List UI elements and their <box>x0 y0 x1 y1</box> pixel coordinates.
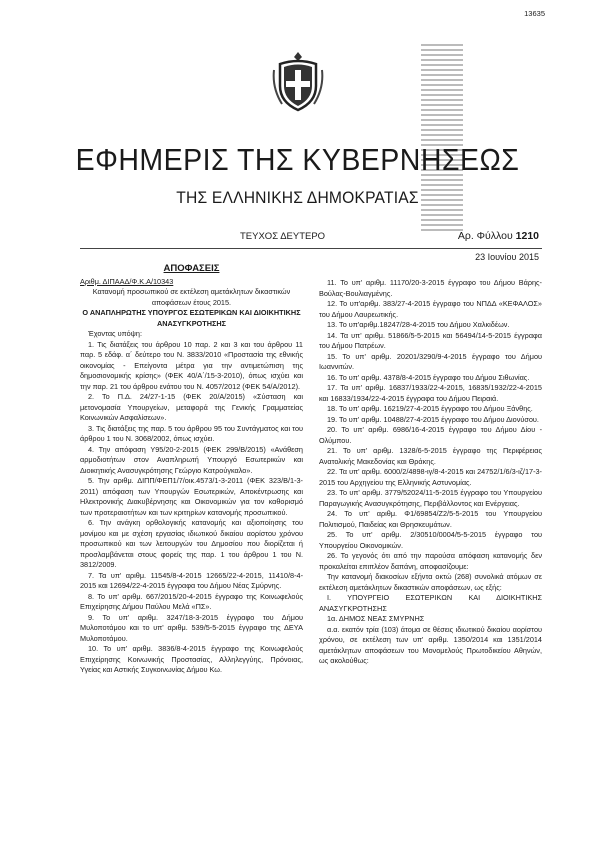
paragraph: 9. Το υπ' αριθμ. 3247/18-3-2015 έγγραφο του Δήμου Μυλοποτάμου και το υπ' αριθμ. 539/5-5-2015 έγγραφο της ΔΕΥΑ Μυλοποτάμου. <box>80 612 303 643</box>
gazette-title: ΕΦΗΜΕΡΙΣ ΤΗΣ ΚΥΒΕΡΝΗΣΕΩΣ <box>75 142 520 177</box>
paragraph: 23. Το υπ' αριθμ. 3779/52024/11-5-2015 έγγραφο του Υπουργείου Παραγωγικής Ανασυγκρότησης, Περιβάλλοντος και Ενέργειας. <box>319 488 542 508</box>
paragraph: 11. Το υπ' αριθμ. 11170/20-3-2015 έγγραφο του Δήμου Βάρης-Βούλας-Βουλιαγμένης. <box>319 278 542 298</box>
greek-coat-of-arms-icon <box>272 48 324 114</box>
paragraph: 8. Το υπ' αριθμ. 667/2015/20-4-2015 έγγραφο της Κοινωφελούς Επιχείρησης Δήμου Παύλου Μελά «ΠΣ». <box>80 591 303 611</box>
gazette-subtitle: ΤΗΣ ΕΛΛΗΝΙΚΗΣ ΔΗΜΟΚΡΑΤΙΑΣ <box>176 188 419 207</box>
paragraph: 20. Το υπ' αριθμ. 6986/16-4-2015 έγγραφο του Δήμου Δίου - Ολύμπου. <box>319 425 542 445</box>
subsection-heading: 1α. ΔΗΜΟΣ ΝΕΑΣ ΣΜΥΡΝΗΣ <box>327 614 425 623</box>
paragraph: 18. Το υπ' αριθμ. 16219/27-4-2015 έγγραφο του Δήμου Ξάνθης. <box>327 404 533 413</box>
header-divider <box>80 248 542 249</box>
paragraph: 24. Το υπ' αριθμ. Φ1/69854/Ζ2/5-5-2015 του Υπουργείου Πολιτισμού, Παιδείας και Θρησκευμάτων. <box>319 509 542 529</box>
paragraph: 10. Το υπ' αριθμ. 3836/8-4-2015 έγγραφο της Κοινωφελούς Επιχείρησης Κοινωνικής Προστασίας, Αλληλεγγύης, Πρόνοιας, Υγείας και Αστικής Συγκοινωνίας Δήμου Κω. <box>80 644 303 674</box>
paragraph: 12. Το υπ'αριθμ. 383/27-4-2015 έγγραφο του ΝΠΔΔ «ΚΕΦΑΛΟΣ» του Δήμου Λαυρεωτικής. <box>319 299 542 319</box>
left-column <box>80 264 303 676</box>
paragraph: 6. Την ανάγκη ορθολογικής κατανομής και αξιοποίησης του μονίμου και με σχέση εργασίας ιδιωτικού δικαίου αορίστου χρόνου προσωπικού και των λειτουργών του Δημοσίου που διορίζεται ή προσλαμβάνεται στους φορείς της παρ. 1 του άρθρου 1 του Ν. 3812/2009. <box>80 518 303 569</box>
paragraph: 15. Το υπ' αριθμ. 20201/3290/9-4-2015 έγγραφο του Δήμου Ιωαννιτών. <box>319 351 542 371</box>
page-number: 13635 <box>524 9 545 18</box>
sheet-value: 1210 <box>515 230 539 242</box>
section-heading: Ι. ΥΠΟΥΡΓΕΙΟ ΕΣΩΤΕΡΙΚΩΝ ΚΑΙ ΔΙΟΙΚΗΤΙΚΗΣ ΑΝΑΣΥΓΚΡΟΤΗΣΗΣ <box>319 593 542 613</box>
issue-date: 23 Ιουνίου 2015 <box>475 252 539 262</box>
paragraph: 1. Τις διατάξεις του άρθρου 10 παρ. 2 και 3 και του άρθρου 11 παρ. 5 εδάφ. α΄ δεύτερο του Ν. 3833/2010 «Προστασία της εθνικής οικονομίας - Επείγοντα μέτρα για την αντιμετώπιση της δημοσιονομικής κρίσης» (ΦΕΚ 40/Α΄/15-3-2010), όπως ισχύει και την παρ. 21 του άρθρου ενάτου του Ν. 4057/2012 (ΦΕΚ 54/Α/2012). <box>80 339 303 391</box>
decision-reference: Αριθμ. ΔΙΠΑΑΔ/Φ.Κ.Α/10343 <box>80 276 174 286</box>
paragraph: 14. Τα υπ' αριθμ. 51866/5-5-2015 και 56494/14-5-2015 έγγραφα του Δήμου Πατρέων. <box>319 330 542 350</box>
paragraph: 7. Τα υπ' αριθμ. 11545/8-4-2015 12665/22-4-2015, 11410/8-4-2015 και 12694/22-4-2015 έγγραφα του Δήμου Νέας Σμύρνης. <box>80 570 303 590</box>
issue-label: ΤΕΥΧΟΣ ΔΕΥΤΕΡΟ <box>240 231 326 242</box>
sheet-label: Αρ. Φύλλου <box>457 230 513 242</box>
paragraph: 21. Το υπ' αριθμ. 1328/6-5-2015 έγγραφο της Περιφέρειας Ανατολικής Μακεδονίας και Θράκης. <box>319 446 542 466</box>
paragraph: 19. Το υπ' αριθμ. 10488/27-4-2015 έγγραφο του Δήμου Διονύσου. <box>327 414 539 424</box>
sheet-number <box>458 230 539 242</box>
paragraph: 4. Την απόφαση Υ95/20-2-2015 (ΦΕΚ 299/Β/2015) «Ανάθεση αρμοδιοτήτων στον Αναπληρωτή Υπουργό Εσωτερικών και Διοικητικής Ανασυγκρότησης Γεώργιο Κατρούγκαλο». <box>80 444 303 475</box>
paragraph: 22. Τα υπ' αριθμ. 6000/2/4898-ιγ/8-4-2015 και 24752/1/6/3-ιζ/17-3-2015 του Αρχηγείου της Ελληνικής Αστυνομίας. <box>319 467 542 487</box>
paragraph: 25. Το υπ' αριθμ. 2/30510/0004/5-5-2015 έγγραφο του Υπουργείου Οικονομικών. <box>319 530 542 550</box>
paragraph: 5. Την αριθμ. ΔΙΠΠ/ΦΕΠ1/7/οικ.4573/1-3-2011 (ΦΕΚ 323/Β/1-3-2011) απόφαση των Υπουργών Εσωτερικών, Αποκέντρωσης και Ηλεκτρονικής Διακυβέρνησης και Οικονομικών για τον καθορισμό των προτεραιοτήτων και των κριτηρίων κατανομής προσωπικού. <box>80 476 303 517</box>
right-column <box>319 278 542 667</box>
paragraph: 16. Το υπ' αριθμ. 4378/8-4-2015 έγγραφο του Δήμου Σιθωνίας. <box>327 372 530 382</box>
authority-heading: Ο ΑΝΑΠΛΗΡΩΤΗΣ ΥΠΟΥΡΓΟΣ ΕΣΩΤΕΡΙΚΩΝ ΚΑΙ ΔΙΟΙΚΗΤΙΚΗΣ ΑΝΑΣΥΓΚΡΟΤΗΣΗΣ <box>82 308 301 328</box>
paragraph: 3. Τις διατάξεις της παρ. 5 του άρθρου 95 του Συντάγματος και του άρθρου 1 του Ν. 3068/2002, όπως ισχύει. <box>80 423 303 443</box>
paragraph: α.α. εκατόν τρία (103) άτομα σε θέσεις ιδιωτικού δικαίου αορίστου χρόνου, σε εκτέλεση των υπ' αριθμ. 1350/2014 και 1351/2014 αμετάκλητων αποφάσεων του Μονομελούς Πρωτοδικείου Αθηνών, ως ακολούθως: <box>319 624 542 665</box>
paragraph: 26. Το γεγονός ότι από την παρούσα απόφαση κατανομής δεν προκαλείται επιπλέον δαπάνη, αποφασίζουμε: <box>319 551 542 571</box>
paragraph: 17. Τα υπ' αριθμ. 16837/1933/22-4-2015, 16835/1932/22-4-2015 και 16833/1934/22-4-2015 έγγραφα του Δήμου Πειραιά. <box>319 383 542 403</box>
having-considered: Έχοντας υπόψη: <box>88 329 142 338</box>
paragraph: 13. Το υπ'αριθμ.18247/28-4-2015 του Δήμου Χαλκιδέων. <box>327 320 510 329</box>
decisions-heading: ΑΠΟΦΑΣΕΙΣ <box>163 263 220 274</box>
paragraph: 2. Το Π.Δ. 24/27-1-15 (ΦΕΚ 20/Α/2015) «Σύσταση και μετονομασία Υπουργείων, μεταφορά της Γενικής Γραμματείας Κοινωνικών Ασφαλίσεων». <box>80 392 303 422</box>
decision-subject: Κατανομή προσωπικού σε εκτέλεση αμετάκλητων δικαστικών αποφάσεων έτους 2015. <box>92 287 291 307</box>
allocation-statement: Την κατανομή διακοσίων εξήντα οκτώ (268) συνολικά ατόμων σε εκτέλεση αμετάκλητων δικαστικών αποφάσεων, ως εξής: <box>319 572 542 592</box>
